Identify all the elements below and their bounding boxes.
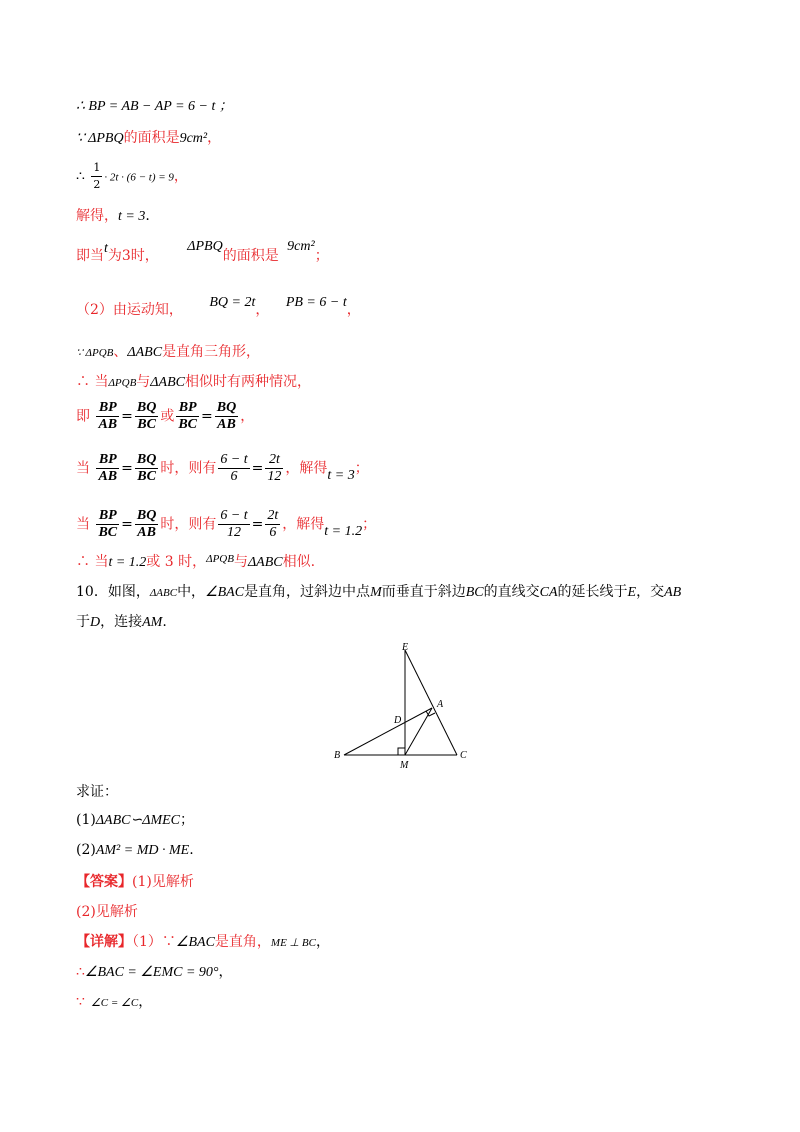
solution-line-11: 当 $\frac{BP}{BC}$ = $\frac{BQ}{AB}$ 时，则有 $\frac{6 - t}{12}$ = $\frac{2t}{6}$ ，解得t = 1.2； [76,508,377,540]
label-a: A [437,699,444,710]
solution-line-6: （2）由运动知， BQ = 2t， PB = 6 − t， [76,295,361,318]
solve-text: 解得， [76,208,118,224]
geometry-figure [320,640,480,770]
solution-line-8: ∴ 当ΔPQB与ΔABC相似时有两种情况， [76,374,311,390]
solution-line-3: ∴ $\frac{1}{2}$ · 2t · (6 − t) = 9， [76,161,188,191]
fraction-half: $\frac{1}{2}$ [93,161,101,191]
solution-line-2 [76,128,221,149]
solution-line-9: 即 $\frac{BP}{AB}$ = $\frac{BQ}{BC}$ 或 $\frac{BP}{BC}$ = $\frac{BQ}{AB}$ ， [76,400,255,432]
prove-item-2: (2)AM² = MD · ME. [76,842,194,858]
triangle-pbq: ∵ ΔPBQ [76,131,124,146]
problem-10-line-1: 10．如图，ΔABC中，∠BAC是直角，过斜边中点M而垂直于斜边BC的直线交CA的延长线于E，交AB [76,584,682,600]
label-e: E [402,642,409,653]
solution-line-4: 解得，t = 3. [76,208,150,224]
bp-expression: ∴ BP = AB − AP = 6 − t ； [76,99,233,114]
label-b: B [334,750,341,761]
line-ec [405,650,457,755]
solution-line-12: ∴ 当t = 1.2或 3 时，$^{\Delta PQB}$与ΔABC相似. [76,553,316,570]
solution-line-5: 即当t为3时， ΔPBQ的面积是 9cm²； [76,239,329,264]
area-value: 9cm² [179,131,208,146]
area-equation: · 2t · (6 − t) = 9 [104,171,174,184]
detail-line-2: ∴∠BAC = ∠EMC = 90°， [76,964,233,980]
t-value: t = 3 [118,209,146,224]
solution-line-7: ∵ ΔPQB、ΔABC是直角三角形， [76,344,261,360]
therefore-symbol: ∴ [76,168,85,185]
problem-10-line-2: 于D，连接AM. [76,614,167,630]
label-m: M [400,760,409,770]
detail-line-3: ∵ ∠C = ∠C， [76,994,153,1010]
detail-line-1: 【详解】（1）∵∠BAC是直角，ME ⊥ BC， [76,934,330,950]
right-angle-m [398,748,405,755]
solution-line-1 [76,96,233,117]
comma: ， [207,130,222,146]
label-d: D [394,715,402,726]
solution-line-10: 当 $\frac{BP}{AB}$ = $\frac{BQ}{BC}$ 时，则有 $\frac{6 - t}{6}$ = $\frac{2t}{12}$ ，解得t = 3； [76,452,369,484]
prove-heading: 求证： [76,784,118,800]
area-text: 的面积是 [123,130,180,146]
label-c: C [460,750,467,761]
answer-line: 【答案】(1)见解析 [76,874,194,890]
prove-item-1: (1)ΔABC∽ΔMEC； [76,812,195,828]
answer-line-2: (2)见解析 [76,904,138,920]
